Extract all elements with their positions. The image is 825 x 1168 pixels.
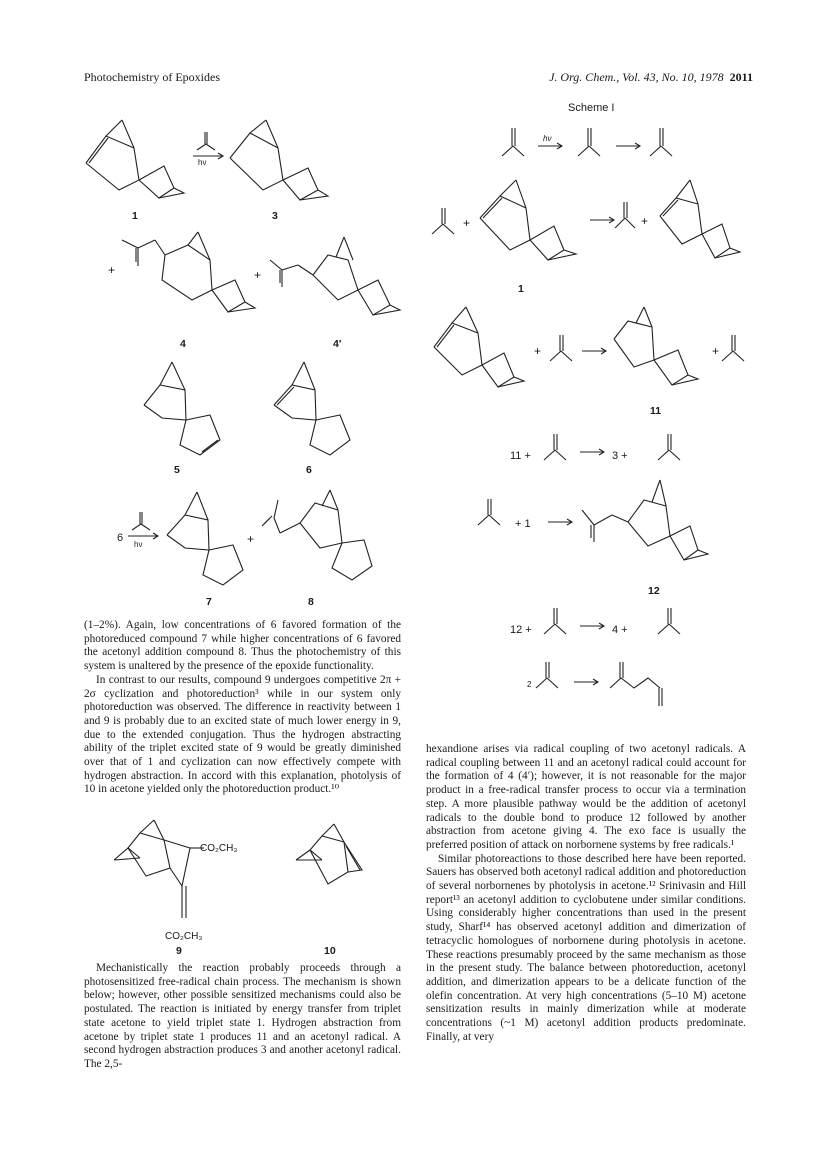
left-paragraph-2: In contrast to our results, compound 9 undergoes competitive 2π + 2σ cyclization and photoreduction³ while in our system only photoreduction was observed. The difference in reactivity between 1 and 9 is probably due to an excited state of much lower energy in 9, due to the extended conjugation. Thus the hydrogen abstracting ability of the triplet excited state of 9 would be greatly diminished over that of 1 and cyclization can now effectively compete with hydrogen abstraction. In accord with this explanation, photolysis of 10 in acetone yielded only the photoreduction product.¹⁰ bbox=[84, 673, 401, 796]
compound-label-1: 1 bbox=[132, 210, 138, 222]
structure-compound-5 bbox=[140, 360, 230, 465]
right-text-block bbox=[426, 743, 746, 1044]
right-paragraph-1: hexandione arises via radical coupling of two acetonyl radicals. A radical coupling between 11 and an acetonyl radical could account for the formation of 4 (4′); however, it is not reasonable for the major product in a free-radical transfer process to occur via a termination step. A more plausible pathway would be the addition of acetonyl radicals to the double bond to produce 12 followed by another abstraction from acetone giving 4. The exo face is usually the preferred position of attack on norbornene systems by free radicals.¹ bbox=[426, 743, 746, 851]
compound-label-6: 6 bbox=[306, 464, 312, 476]
scheme-plus-2a: + bbox=[463, 216, 471, 230]
scheme-row-1-acetone-excitation bbox=[500, 124, 700, 174]
compound-label-10: 10 bbox=[324, 945, 336, 957]
scheme-row-4-lhs: 11 + bbox=[510, 450, 531, 462]
right-paragraph-2: Similar photoreactions to those described here have been reported. Sauers has observed both acetonyl radical addition and photoreduction of several norbornenes by photolysis in acetone.¹² Srinivasin and Hill report¹³ an acetonyl addition to cyclobutene under similar conditions. Using considerably higher concentrations than used in the present study, Sharf¹⁴ has observed acetonyl addition and dimerization of tetracyclic homologues of norbornene during photolysis in acetone. These reactions presumably proceed by the same mechanism as those in the present study. The balance between photoreduction, acetonyl addition, and dimerization appears to be a delicate function of the olefin concentration. At very high concentrations (5–10 M) acetone sensitization results in mainly dimerization while at moderate concentrations (~1 M) acetonyl addition products predominate. Finally, at very bbox=[426, 852, 746, 1043]
substituent-co2ch3-top: CO₂CH₃ bbox=[200, 843, 238, 854]
compound-label-3: 3 bbox=[272, 210, 278, 222]
scheme-plus-2b: + bbox=[641, 214, 649, 228]
journal-citation: J. Org. Chem., Vol. 43, No. 10, 1978 bbox=[549, 70, 724, 84]
left-paragraph-3: Mechanistically the reaction probably proceeds through a photosensitized free-radical chain process. The mechanism is shown below; however, other possible sensitized mechanisms could also be postulated. The reaction is initiated by energy transfer from triplet state acetone to yield triplet state 1. Hydrogen abstraction from acetone by triplet state 1 produces 11 and an acetonyl radical. A second hydrogen abstraction produces 3 and another acetonyl radical. The 2,5- bbox=[84, 962, 401, 1070]
scheme-row-7-dimerization bbox=[534, 658, 694, 743]
plus-sign-1: + bbox=[108, 263, 116, 277]
scheme-label-12: 12 bbox=[648, 585, 660, 597]
compound-label-4-prime: 4′ bbox=[333, 338, 342, 350]
scheme-row-2-energy-transfer bbox=[430, 178, 760, 293]
scheme-row-6-lhs: 12 + bbox=[510, 624, 532, 636]
reaction-arrow-acetone-hv-2 bbox=[128, 508, 168, 563]
hv-label-1: hν bbox=[198, 158, 207, 167]
left-text-block-2 bbox=[84, 962, 401, 1072]
structure-compound-4-prime bbox=[268, 235, 418, 350]
substituent-co2ch3-bottom: CO₂CH₃ bbox=[165, 931, 203, 942]
running-header-journal bbox=[549, 70, 753, 85]
scheme-label-11: 11 bbox=[650, 405, 662, 417]
structure-compound-7 bbox=[163, 490, 253, 595]
structure-compound-3 bbox=[228, 118, 338, 223]
scheme-plus-3b: + bbox=[712, 344, 720, 358]
compound-label-8: 8 bbox=[308, 596, 314, 608]
scheme-row-6-product: 4 + bbox=[612, 624, 628, 636]
scheme-dimer-coeff: 2 bbox=[527, 680, 532, 689]
scheme-row-5-acetonyl bbox=[476, 495, 506, 540]
scheme-label-1: 1 bbox=[518, 283, 524, 295]
compound-label-4: 4 bbox=[180, 338, 186, 350]
structure-compound-10 bbox=[294, 822, 374, 927]
scheme-row-5-arrow-product-12 bbox=[548, 470, 728, 585]
compound-label-7: 7 bbox=[206, 596, 212, 608]
plus-sign-3: + bbox=[247, 532, 255, 546]
reactant-label-6: 6 bbox=[117, 532, 124, 544]
compound-label-9: 9 bbox=[176, 945, 182, 957]
left-text-block-1 bbox=[84, 619, 401, 797]
running-header-title: Photochemistry of Epoxides bbox=[84, 70, 220, 84]
page-number: 2011 bbox=[729, 70, 753, 84]
scheme-row-5-mid: + 1 bbox=[515, 518, 531, 530]
compound-label-5: 5 bbox=[174, 464, 180, 476]
reaction-arrow-acetone-hv bbox=[193, 128, 233, 183]
structure-compound-9 bbox=[112, 818, 252, 943]
scheme-row-4-product: 3 + bbox=[612, 450, 628, 462]
structure-compound-8 bbox=[260, 488, 390, 598]
scheme-title: Scheme I bbox=[568, 102, 615, 114]
hv-label-2: hν bbox=[134, 540, 143, 549]
scheme-hv: hν bbox=[543, 134, 552, 143]
structure-compound-6 bbox=[270, 360, 360, 465]
structure-compound-4 bbox=[110, 230, 260, 345]
left-paragraph-1: (1–2%). Again, low concentrations of 6 favored formation of the photoreduced compound 7 while higher concentrations of 6 favored the acetonyl addition compound 8. Thus the photochemistry of this system is unaltered by the presence of the epoxide functionality. bbox=[84, 619, 401, 673]
plus-sign-2: + bbox=[254, 268, 262, 282]
structure-compound-1 bbox=[84, 118, 194, 213]
scheme-plus-3a: + bbox=[534, 344, 542, 358]
